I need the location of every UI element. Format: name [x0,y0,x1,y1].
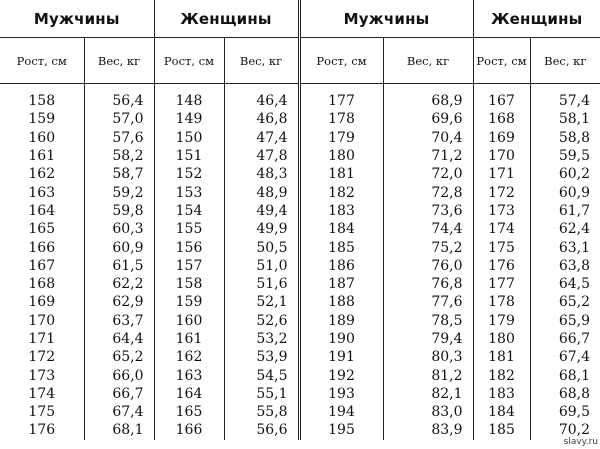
men-height-cell: 176 [0,421,84,439]
women-height-cell: 161 [154,330,224,348]
women-height-cell: 150 [154,129,224,147]
men-weight-cell: 66,0 [84,366,154,384]
women-weight-cell: 56,6 [224,421,299,439]
table-row [0,92,600,110]
women-weight-cell: 49,9 [224,220,299,238]
men-weight-cell: 68,1 [84,421,154,439]
men-height-header-right: Рост, см [299,38,383,84]
men-height-cell: 185 [299,238,383,256]
men-weight-cell: 63,7 [84,312,154,330]
men-weight-cell: 58,7 [84,165,154,183]
men-weight-cell: 58,2 [84,147,154,165]
men-height-cell: 190 [299,330,383,348]
men-height-cell: 174 [0,385,84,403]
men-weight-cell: 69,6 [383,110,473,128]
women-weight-cell: 68,8 [558,385,591,402]
women-weight-cell: 63,8 [558,257,591,274]
table-row [0,366,600,384]
women-weight-cell: 69,5 [558,404,591,421]
watermark: slavy.ru [563,437,598,447]
women-height-cell: 182 [473,366,530,384]
women-weight-cell: 48,9 [224,183,299,201]
men-weight-cell: 83,9 [383,421,473,439]
women-height-cell: 178 [473,293,530,311]
men-weight-cell: 74,4 [383,220,473,238]
women-height-cell: 159 [154,293,224,311]
women-weight-cell: 55,8 [224,403,299,421]
men-weight-cell: 80,3 [383,348,473,366]
women-height-cell: 181 [473,348,530,366]
men-height-cell: 191 [299,348,383,366]
table-row [0,330,600,348]
men-weight-cell: 62,2 [84,275,154,293]
women-height-cell: 184 [473,403,530,421]
women-height-cell: 154 [154,202,224,220]
women-height-cell: 155 [154,220,224,238]
women-height-cell: 163 [154,366,224,384]
men-weight-cell: 83,0 [383,403,473,421]
men-weight-cell: 81,2 [383,366,473,384]
table-row [0,257,600,275]
men-height-cell: 179 [299,129,383,147]
table-row [0,275,600,293]
spacer-row [0,84,600,93]
men-height-cell: 195 [299,421,383,439]
women-weight-cell: 54,5 [224,366,299,384]
men-header-left: Мужчины [0,0,154,38]
men-height-cell: 193 [299,385,383,403]
men-weight-cell: 82,1 [383,385,473,403]
women-weight-cell: 61,7 [558,202,591,219]
men-height-cell: 163 [0,183,84,201]
men-weight-cell: 71,2 [383,147,473,165]
women-height-cell: 179 [473,312,530,330]
men-weight-cell: 57,0 [84,110,154,128]
women-height-cell: 180 [473,330,530,348]
men-weight-cell: 67,4 [84,403,154,421]
men-weight-cell: 68,9 [383,92,473,110]
women-weight-cell: 48,3 [224,165,299,183]
table-row [0,129,600,147]
women-weight-cell: 58,8 [558,129,591,146]
women-height-cell: 152 [154,165,224,183]
women-height-cell: 185 [473,421,530,439]
women-height-cell: 153 [154,183,224,201]
women-header-right: Женщины [473,0,600,38]
table-row [0,421,600,439]
men-height-cell: 169 [0,293,84,311]
men-height-cell: 158 [0,92,84,110]
women-height-cell: 169 [473,129,530,147]
women-weight-cell: 47,4 [224,129,299,147]
men-height-cell: 177 [299,92,383,110]
table-row [0,202,600,220]
women-weight-header: Вес, кг [224,38,299,84]
men-header-right: Мужчины [299,0,473,38]
men-weight-cell: 61,5 [84,257,154,275]
women-weight-cell: 58,1 [558,111,591,128]
men-weight-cell: 59,2 [84,183,154,201]
women-weight-cell: 59,5 [558,148,591,165]
women-weight-cell: 60,2 [558,166,591,183]
men-weight-cell: 79,4 [383,330,473,348]
women-weight-cell: 62,4 [558,221,591,238]
women-height-cell: 158 [154,275,224,293]
men-weight-cell: 76,0 [383,257,473,275]
men-height-header: Рост, см [0,38,84,84]
men-weight-cell: 75,2 [383,238,473,256]
men-height-cell: 187 [299,275,383,293]
men-weight-header: Вес, кг [84,38,154,84]
table-row [0,403,600,421]
men-height-cell: 164 [0,202,84,220]
men-height-cell: 168 [0,275,84,293]
women-weight-cell: 57,4 [558,93,591,110]
men-height-cell: 192 [299,366,383,384]
table-row [0,147,600,165]
women-height-cell: 171 [473,165,530,183]
women-height-cell: 174 [473,220,530,238]
men-height-cell: 175 [0,403,84,421]
women-height-header-right: Рост, см [473,38,530,84]
table-row [0,110,600,128]
women-height-header: Рост, см [154,38,224,84]
women-height-cell: 148 [154,92,224,110]
men-weight-cell: 76,8 [383,275,473,293]
men-weight-cell: 70,4 [383,129,473,147]
women-height-cell: 170 [473,147,530,165]
men-height-cell: 161 [0,147,84,165]
group-header-row [0,0,600,38]
women-height-cell: 183 [473,385,530,403]
table-row [0,165,600,183]
men-weight-cell: 77,6 [383,293,473,311]
men-weight-cell: 60,3 [84,220,154,238]
men-weight-cell: 65,2 [84,348,154,366]
women-weight-cell: 68,1 [558,367,591,384]
men-weight-cell: 59,8 [84,202,154,220]
men-height-cell: 184 [299,220,383,238]
men-weight-cell: 72,0 [383,165,473,183]
women-weight-cell: 63,1 [558,239,591,256]
women-weight-cell: 67,4 [558,349,591,366]
men-height-cell: 165 [0,220,84,238]
women-height-cell: 149 [154,110,224,128]
men-height-cell: 183 [299,202,383,220]
women-weight-cell: 64,5 [558,276,591,293]
table-body [0,84,600,440]
women-weight-cell: 46,4 [224,92,299,110]
women-header-left: Женщины [154,0,299,38]
women-weight-cell: 50,5 [224,238,299,256]
women-weight-cell: 53,9 [224,348,299,366]
women-height-cell: 157 [154,257,224,275]
table-row [0,238,600,256]
men-height-cell: 167 [0,257,84,275]
women-height-cell: 172 [473,183,530,201]
women-height-cell: 151 [154,147,224,165]
women-weight-cell: 65,9 [558,312,591,329]
women-weight-cell: 55,1 [224,385,299,403]
women-weight-cell: 52,6 [224,312,299,330]
women-height-cell: 167 [473,92,530,110]
women-weight-cell: 51,0 [224,257,299,275]
women-weight-cell: 65,2 [558,294,591,311]
men-weight-cell: 66,7 [84,385,154,403]
men-height-cell: 166 [0,238,84,256]
men-weight-cell: 73,6 [383,202,473,220]
women-height-cell: 164 [154,385,224,403]
women-weight-cell: 60,9 [558,184,591,201]
men-weight-cell: 72,8 [383,183,473,201]
men-height-cell: 186 [299,257,383,275]
men-height-cell: 159 [0,110,84,128]
women-height-cell: 177 [473,275,530,293]
women-height-cell: 162 [154,348,224,366]
table-row [0,220,600,238]
table-row [0,348,600,366]
men-weight-cell: 62,9 [84,293,154,311]
women-weight-cell: 46,8 [224,110,299,128]
men-height-cell: 189 [299,312,383,330]
men-height-cell: 173 [0,366,84,384]
table-row [0,312,600,330]
men-weight-cell: 78,5 [383,312,473,330]
men-height-cell: 178 [299,110,383,128]
men-weight-cell: 60,9 [84,238,154,256]
women-weight-header-right: Вес, кг [530,38,600,84]
men-height-cell: 172 [0,348,84,366]
column-header-row [0,38,600,84]
women-height-cell: 166 [154,421,224,439]
men-height-cell: 182 [299,183,383,201]
men-height-cell: 194 [299,403,383,421]
women-height-cell: 173 [473,202,530,220]
women-height-cell: 165 [154,403,224,421]
men-height-cell: 160 [0,129,84,147]
men-height-cell: 181 [299,165,383,183]
women-height-cell: 156 [154,238,224,256]
women-height-cell: 168 [473,110,530,128]
men-weight-cell: 64,4 [84,330,154,348]
women-height-cell: 160 [154,312,224,330]
men-height-cell: 170 [0,312,84,330]
women-height-cell: 175 [473,238,530,256]
women-weight-cell: 70,2 [558,422,591,439]
men-height-cell: 162 [0,165,84,183]
table-row [0,385,600,403]
men-weight-cell: 57,6 [84,129,154,147]
men-height-cell: 188 [299,293,383,311]
women-weight-cell: 49,4 [224,202,299,220]
women-weight-cell: 53,2 [224,330,299,348]
women-weight-cell: 66,7 [558,331,591,347]
table-row [0,183,600,201]
women-height-cell: 176 [473,257,530,275]
men-height-cell: 180 [299,147,383,165]
table-row [0,293,600,311]
men-weight-header-right: Вес, кг [383,38,473,84]
women-weight-cell: 47,8 [224,147,299,165]
men-weight-cell: 56,4 [84,92,154,110]
women-weight-cell: 52,1 [224,293,299,311]
women-weight-cell: 51,6 [224,275,299,293]
men-height-cell: 171 [0,330,84,348]
